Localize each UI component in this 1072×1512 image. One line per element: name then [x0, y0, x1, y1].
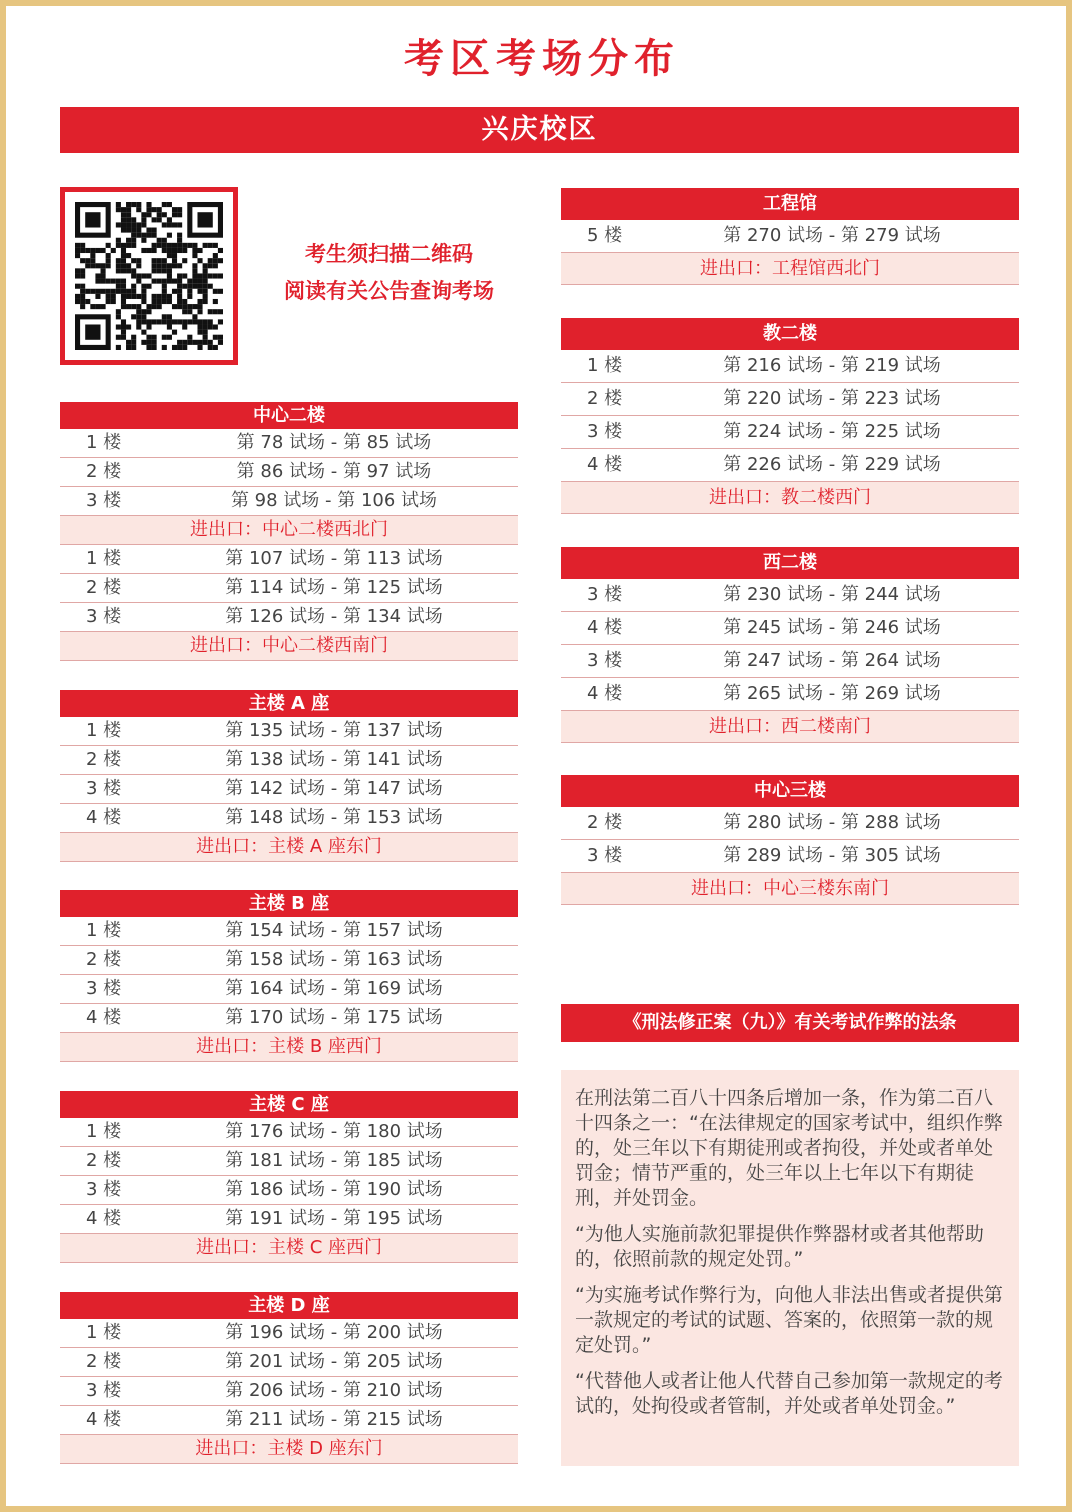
table-row: [60, 1348, 518, 1377]
floor-cell: 1 楼: [86, 920, 122, 941]
table-row: [561, 579, 1019, 612]
building-name: 主楼 D 座: [60, 1292, 518, 1319]
range-cell: 第 138 试场 - 第 141 试场: [225, 749, 443, 770]
table-row: [561, 612, 1019, 645]
floor-cell: 4 楼: [86, 1007, 122, 1028]
floor-cell: 3 楼: [86, 1179, 122, 1200]
table-row: [60, 1118, 518, 1147]
law-paragraph: 在刑法第二百八十四条后增加一条，作为第二百八十四条之一：“在法律规定的国家考试中，组织作弊的，处三年以下有期徒刑或者拘役，并处或者单处罚金；情节严重的，处三年以上七年以下有期徒刑，并处罚金。: [575, 1087, 1003, 1209]
table-row: [561, 645, 1019, 678]
floor-cell: 4 楼: [86, 807, 122, 828]
floor-cell: 1 楼: [86, 1322, 122, 1343]
range-cell: 第 220 试场 - 第 223 试场: [723, 388, 941, 409]
law-text-box: [561, 1070, 1019, 1466]
floor-cell: 2 楼: [587, 812, 623, 833]
range-cell: 第 196 试场 - 第 200 试场: [225, 1322, 443, 1343]
qr-notice-line2: 阅读有关公告查询考场: [284, 279, 494, 303]
table-row: [561, 416, 1019, 449]
law-paragraph: “为他人实施前款犯罪提供作弊器材或者其他帮助的，依照前款的规定处罚。”: [575, 1223, 984, 1270]
range-cell: 第 226 试场 - 第 229 试场: [723, 454, 941, 475]
floor-cell: 1 楼: [86, 548, 122, 569]
floor-cell: 1 楼: [86, 432, 122, 453]
range-cell: 第 270 试场 - 第 279 试场: [723, 225, 941, 246]
building-table: [561, 775, 1019, 905]
range-cell: 第 164 试场 - 第 169 试场: [225, 978, 443, 999]
floor-cell: 4 楼: [587, 683, 623, 704]
qr-code-icon: [75, 202, 223, 350]
range-cell: 第 230 试场 - 第 244 试场: [723, 584, 941, 605]
building-name: 主楼 C 座: [60, 1091, 518, 1118]
building-name: 教二楼: [561, 318, 1019, 350]
range-cell: 第 86 试场 - 第 97 试场: [236, 461, 432, 482]
table-row: [60, 775, 518, 804]
table-row: [60, 1319, 518, 1348]
floor-cell: 1 楼: [86, 720, 122, 741]
floor-cell: 4 楼: [587, 454, 623, 475]
law-paragraph: “为实施考试作弊行为，向他人非法出售或者提供第一款规定的考试的试题、答案的，依照第一款的规定处罚。”: [575, 1284, 1003, 1356]
table-row: [561, 807, 1019, 840]
floor-cell: 2 楼: [86, 577, 122, 598]
table-row: [561, 220, 1019, 253]
floor-cell: 3 楼: [587, 421, 623, 442]
floor-cell: 3 楼: [86, 490, 122, 511]
exit-row: 进出口：主楼 C 座西门: [60, 1234, 518, 1263]
range-cell: 第 245 试场 - 第 246 试场: [723, 617, 941, 638]
range-cell: 第 126 试场 - 第 134 试场: [225, 606, 443, 627]
range-cell: 第 78 试场 - 第 85 试场: [236, 432, 432, 453]
floor-cell: 3 楼: [587, 845, 623, 866]
table-row: [561, 350, 1019, 383]
range-cell: 第 98 试场 - 第 106 试场: [230, 490, 438, 511]
exit-row: 进出口：主楼 B 座西门: [60, 1033, 518, 1062]
range-cell: 第 107 试场 - 第 113 试场: [225, 548, 443, 569]
range-cell: 第 142 试场 - 第 147 试场: [225, 778, 443, 799]
table-row: [60, 1147, 518, 1176]
range-cell: 第 176 试场 - 第 180 试场: [225, 1121, 443, 1142]
exit-row: 进出口：中心三楼东南门: [561, 873, 1019, 905]
table-row: [60, 1176, 518, 1205]
page-title: 考区考场分布: [404, 36, 680, 82]
range-cell: 第 181 试场 - 第 185 试场: [225, 1150, 443, 1171]
building-table: [60, 402, 518, 661]
building-name: 主楼 B 座: [60, 890, 518, 917]
table-row: [60, 917, 518, 946]
floor-cell: 2 楼: [86, 461, 122, 482]
building-table: [60, 1292, 518, 1464]
qr-notice: [254, 236, 524, 310]
range-cell: 第 114 试场 - 第 125 试场: [225, 577, 443, 598]
range-cell: 第 135 试场 - 第 137 试场: [225, 720, 443, 741]
range-cell: 第 201 试场 - 第 205 试场: [225, 1351, 443, 1372]
floor-cell: 3 楼: [587, 650, 623, 671]
table-row: [60, 545, 518, 574]
building-name: 中心三楼: [561, 775, 1019, 807]
table-row: [60, 1406, 518, 1435]
building-table: [60, 890, 518, 1062]
floor-cell: 1 楼: [86, 1121, 122, 1142]
floor-cell: 2 楼: [587, 388, 623, 409]
exit-row: 进出口：主楼 A 座东门: [60, 833, 518, 862]
law-title: 《刑法修正案（九）》有关考试作弊的法条: [561, 1004, 1019, 1042]
floor-cell: 2 楼: [86, 949, 122, 970]
building-table: [561, 547, 1019, 743]
table-row: [60, 975, 518, 1004]
floor-cell: 4 楼: [587, 617, 623, 638]
floor-cell: 2 楼: [86, 1150, 122, 1171]
table-row: [561, 449, 1019, 482]
range-cell: 第 148 试场 - 第 153 试场: [225, 807, 443, 828]
floor-cell: 4 楼: [86, 1208, 122, 1229]
exit-row: 进出口：中心二楼西南门: [60, 632, 518, 661]
qr-code[interactable]: [60, 187, 238, 365]
floor-cell: 4 楼: [86, 1409, 122, 1430]
floor-cell: 3 楼: [86, 1380, 122, 1401]
campus-banner: 兴庆校区: [60, 107, 1019, 153]
range-cell: 第 247 试场 - 第 264 试场: [723, 650, 941, 671]
range-cell: 第 170 试场 - 第 175 试场: [225, 1007, 443, 1028]
range-cell: 第 216 试场 - 第 219 试场: [723, 355, 941, 376]
range-cell: 第 280 试场 - 第 288 试场: [723, 812, 941, 833]
floor-cell: 2 楼: [86, 1351, 122, 1372]
floor-cell: 5 楼: [587, 225, 623, 246]
building-name: 工程馆: [561, 188, 1019, 220]
building-table: [60, 690, 518, 862]
building-table: [561, 188, 1019, 285]
building-table: [561, 318, 1019, 514]
range-cell: 第 158 试场 - 第 163 试场: [225, 949, 443, 970]
floor-cell: 3 楼: [587, 584, 623, 605]
floor-cell: 3 楼: [86, 606, 122, 627]
range-cell: 第 211 试场 - 第 215 试场: [225, 1409, 443, 1430]
range-cell: 第 265 试场 - 第 269 试场: [723, 683, 941, 704]
building-name: 中心二楼: [60, 402, 518, 429]
table-row: [60, 946, 518, 975]
floor-cell: 3 楼: [86, 778, 122, 799]
floor-cell: 2 楼: [86, 749, 122, 770]
table-row: [60, 746, 518, 775]
building-table: [60, 1091, 518, 1263]
table-row: [561, 678, 1019, 711]
table-row: [60, 487, 518, 516]
table-row: [60, 1004, 518, 1033]
exit-row: 进出口：主楼 D 座东门: [60, 1435, 518, 1464]
exit-row: 进出口：中心二楼西北门: [60, 516, 518, 545]
table-row: [60, 603, 518, 632]
exit-row: 进出口：教二楼西门: [561, 482, 1019, 514]
range-cell: 第 224 试场 - 第 225 试场: [723, 421, 941, 442]
table-row: [561, 840, 1019, 873]
table-row: [60, 1377, 518, 1406]
exit-row: 进出口：西二楼南门: [561, 711, 1019, 743]
table-row: [60, 574, 518, 603]
table-row: [60, 458, 518, 487]
qr-notice-line1: 考生须扫描二维码: [305, 242, 473, 266]
exit-row: 进出口：工程馆西北门: [561, 253, 1019, 285]
range-cell: 第 186 试场 - 第 190 试场: [225, 1179, 443, 1200]
table-row: [561, 383, 1019, 416]
law-paragraph: “代替他人或者让他人代替自己参加第一款规定的考试的，处拘役或者管制，并处或者单处罚金。”: [575, 1370, 1003, 1417]
table-row: [60, 1205, 518, 1234]
range-cell: 第 289 试场 - 第 305 试场: [723, 845, 941, 866]
building-name: 西二楼: [561, 547, 1019, 579]
table-row: [60, 717, 518, 746]
table-row: [60, 804, 518, 833]
floor-cell: 1 楼: [587, 355, 623, 376]
range-cell: 第 206 试场 - 第 210 试场: [225, 1380, 443, 1401]
building-name: 主楼 A 座: [60, 690, 518, 717]
table-row: [60, 429, 518, 458]
floor-cell: 3 楼: [86, 978, 122, 999]
range-cell: 第 191 试场 - 第 195 试场: [225, 1208, 443, 1229]
range-cell: 第 154 试场 - 第 157 试场: [225, 920, 443, 941]
